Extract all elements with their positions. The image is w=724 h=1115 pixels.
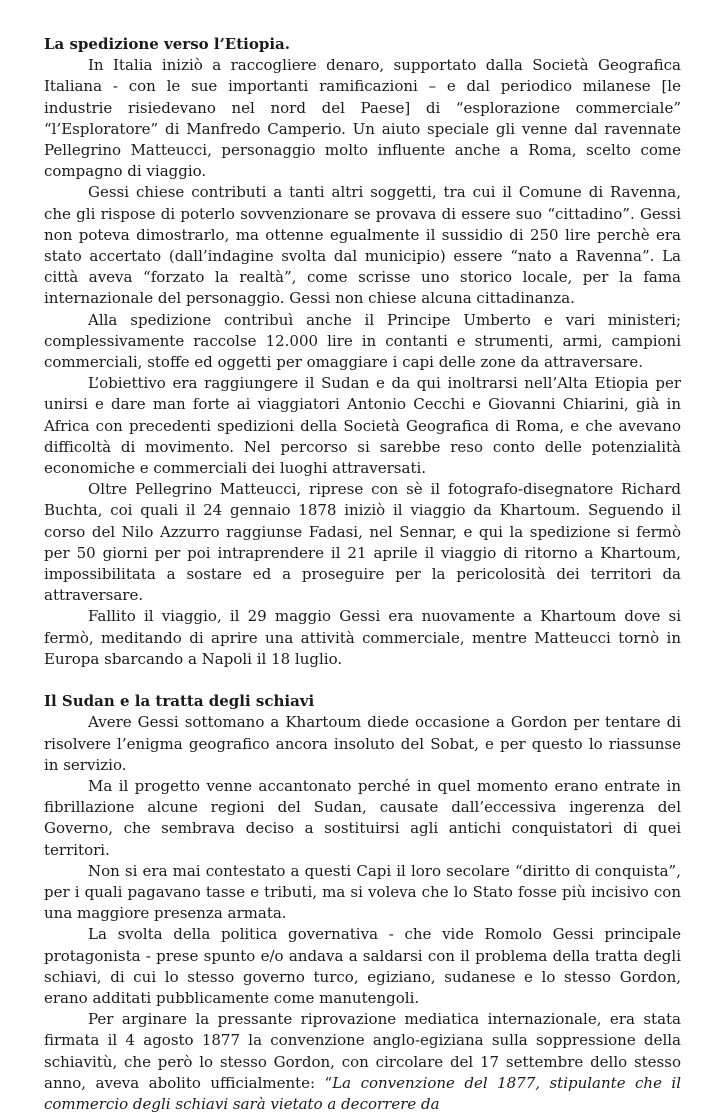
paragraph-text: Per arginare la pressante riprovazione mediatica internazionale, era stata firmata il 4 agosto 1877 la convenzione anglo-egiziana sulla soppressione della schiavitù, che però lo stesso Gordon, con circolare del 17 settembre dello stesso anno, aveva abolito ufficialmente: “ [44,1010,681,1092]
paragraph: Avere Gessi sottomano a Khartoum diede occasione a Gordon per tentare di risolvere l’enigma geografico ancora insoluto del Sobat, e per questo lo riassunse in servizio. [44,713,681,774]
paragraph: La svolta della politica governativa - che vide Romolo Gessi principale protagonista - prese spunto e/o andava a saldarsi con il problema della tratta degli schiavi, di cui lo stesso governo turco, egiziano, sudanese e lo stesso Gordon, erano additati pubblicamente come manutengoli. [44,925,681,1007]
paragraph: L’obiettivo era raggiungere il Sudan e da qui inoltrarsi nell’Alta Etiopia per unirsi e dare man forte ai viaggiatori Antonio Cecchi e Giovanni Chiarini, già in Africa con precedenti spedizioni della Società Geografica di Roma, e che avevano difficoltà di movimento. Nel percorso si sarebbe reso conto delle potenzialità economiche e commerciali dei luoghi attraversati. [44,374,681,478]
paragraph: Alla spedizione contribuì anche il Principe Umberto e vari ministeri; complessivamente raccolse 12.000 lire in contanti e strumenti, armi, campioni commerciali, stoffe ed oggetti per omaggiare i capi delle zone da attraversare. [44,310,681,372]
paragraph: Fallito il viaggio, il 29 maggio Gessi era nuovamente a Khartoum dove si fermò, meditando di aprire una attività commerciale, mentre Matteucci tornò in Europa sbarcando a Napoli il 18 luglio. [44,607,681,668]
section-heading-sudan: Il Sudan e la tratta degli schiavi [44,692,315,711]
paragraph: Gessi chiese contributi a tanti altri soggetti, tra cui il Comune di Ravenna, che gli rispose di poterlo sovvenzionare se provava di essere suo “cittadino”. Gessi non poteva dimostrarlo, ma ottenne egualmente il sussidio di 250 lire perchè era stato accertato (dall’indagine svolta dal municipio) essere “nato a Ravenna”. La città aveva “forzato la realtà”, come scrisse uno storico locale, per la fama internazionale del personaggio. Gessi non chiese alcuna cittadinanza. [44,183,681,308]
document-page [44,34,681,1115]
paragraph: Ma il progetto venne accantonato perché in quel momento erano entrate in fibrillazione alcune regioni del Sudan, causate dall’eccessiva ingerenza del Governo, che sembrava deciso a sostituirsi agli antichi conquistatori di quei territori. [44,776,681,859]
paragraph-last [44,1009,681,1115]
paragraph: Non si era mai contestato a questi Capi il loro secolare “diritto di conquista”, per i quali pagavano tasse e tributi, ma si voleva che lo Stato fosse più incisivo con una maggiore presenza armata. [44,861,681,923]
paragraph: In Italia iniziò a raccogliere denaro, supportato dalla Società Geografica Italiana - con le sue importanti ramificazioni – e dal periodico milanese [le industrie risiedevano nel nord del Paese] di “esplorazione commerciale” “l’Esploratore” di Manfredo Camperio. Un aiuto speciale gli venne dal ravennate Pellegrino Matteucci, personaggio molto influente anche a Roma, scelto come compagno di viaggio. [44,56,681,181]
section-heading-spedizione: La spedizione verso l’Etiopia. [44,35,290,53]
paragraph: Oltre Pellegrino Matteucci, riprese con sè il fotografo-disegnatore Richard Buchta, coi quali il 24 gennaio 1878 iniziò il viaggio da Khartoum. Seguendo il corso del Nilo Azzurro raggiunse Fadasi, nel Sennar, e qui la spedizione si fermò per 50 giorni per poi intraprendere il 21 aprile il viaggio di ritorno a Khartoum, impossibilitata a sostare ed a proseguire per la pericolosità dei territori da attraversare. [44,480,681,605]
italic-quote: La convenzione del 1877, stipulante che il commercio degli schiavi sarà vietato a decorrere da [44,1073,681,1113]
